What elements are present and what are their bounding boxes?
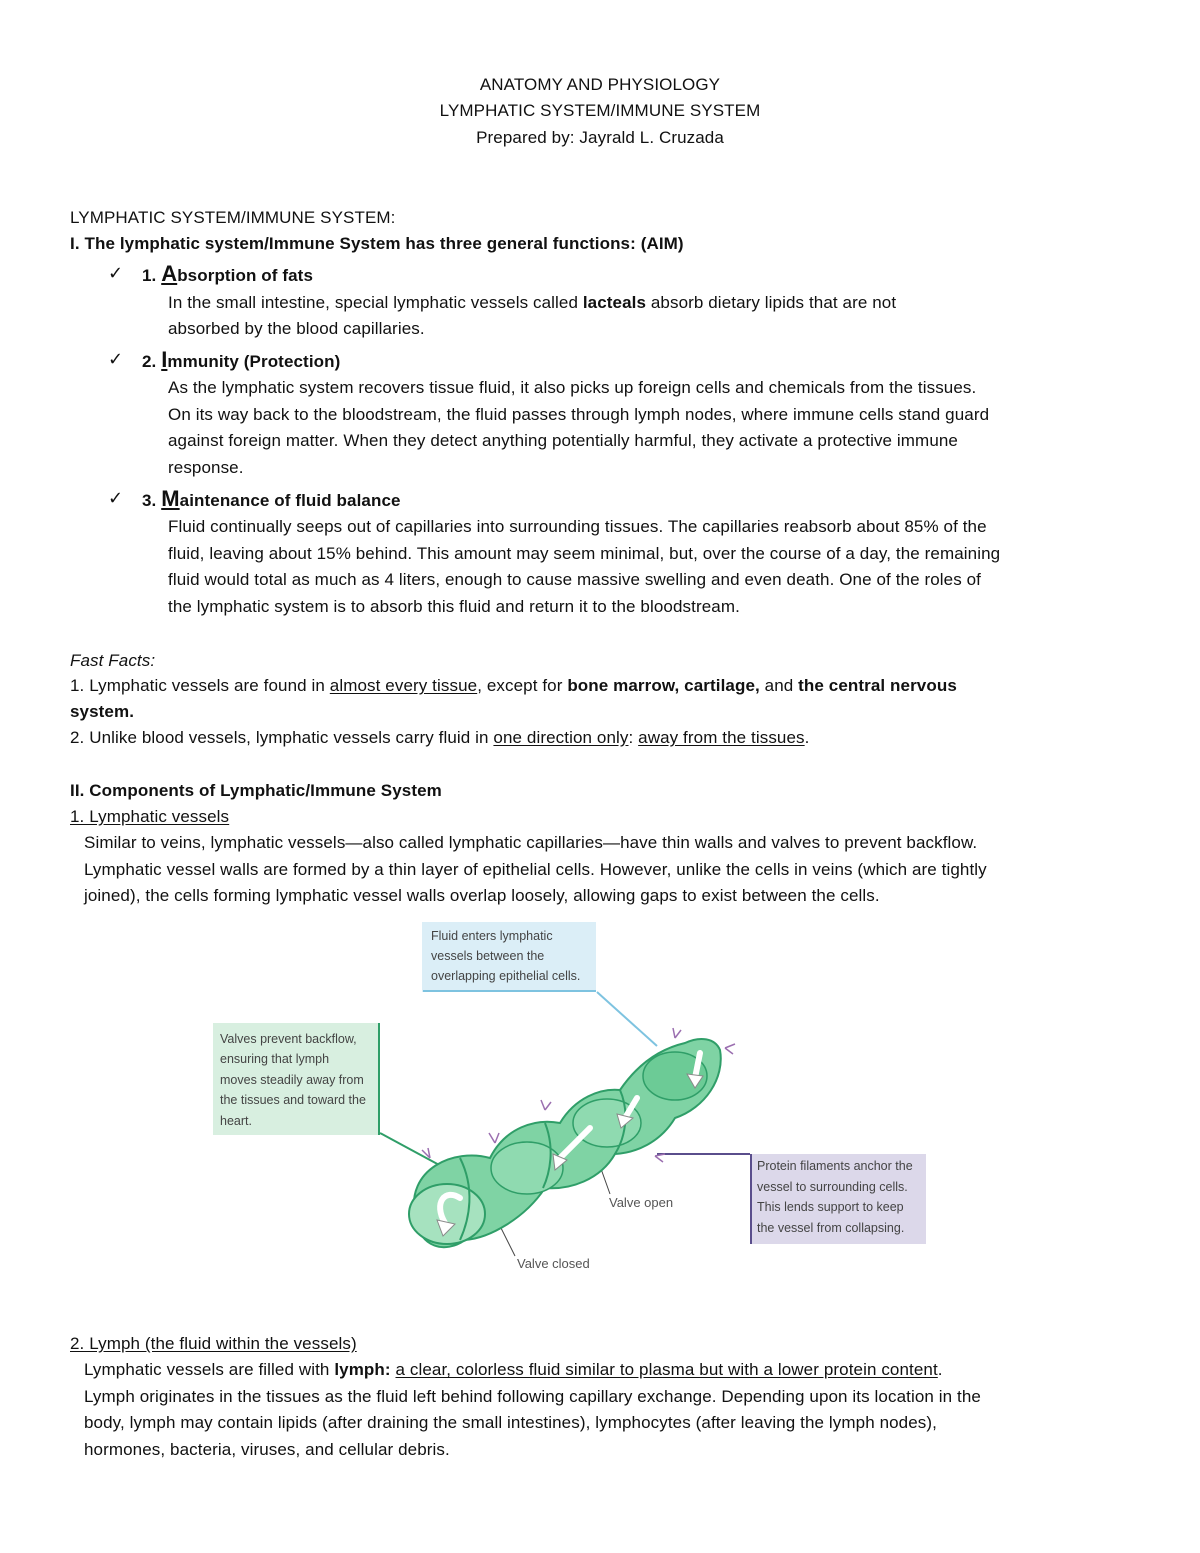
callout-left-line: heart. <box>220 1114 252 1128</box>
callout-left-line: ensuring that lymph <box>220 1052 330 1066</box>
vessels-desc-line: joined), the cells forming lymphatic vessel walls overlap loosely, allowing gaps to exist between the cells. <box>84 886 880 905</box>
immunity-desc-line: As the lymphatic system recovers tissue fluid, it also picks up foreign cells and chemicals from the tissues. <box>168 378 977 397</box>
fast-fact-1 <box>70 675 957 697</box>
text: , except for <box>477 676 568 695</box>
item-number: 3. <box>142 491 162 510</box>
term-lacteals: lacteals <box>582 293 647 312</box>
lymph-subheading: 2. Lymph (the fluid within the vessels) <box>70 1334 357 1353</box>
callout-left-line: moves steadily away from <box>220 1073 364 1087</box>
callout-right-line: This lends support to keep <box>757 1200 904 1214</box>
fast-fact-2 <box>70 727 809 749</box>
item-number: 1. <box>142 266 162 285</box>
vessels-desc-line: Similar to veins, lymphatic vessels—also called lymphatic capillaries—have thin walls and valves to prevent backflow. <box>84 833 978 852</box>
item-title: aintenance of fluid balance <box>179 491 401 510</box>
callout-top-line: Fluid enters lymphatic <box>431 929 553 943</box>
item-number: 2. <box>142 352 162 371</box>
check-icon: ✓ <box>108 263 124 283</box>
lymph-desc-line: Lymph originates in the tissues as the fluid left behind following capillary exchange. Depending upon its location in the <box>84 1387 981 1406</box>
immunity-desc-line: against foreign matter. When they detect anything potentially harmful, they activate a protective immune <box>168 431 958 450</box>
maintenance-desc-line: fluid would total as much as 4 liters, enough to cause massive swelling and even death. One of the roles of <box>168 570 981 589</box>
text: In the small intestine, special lymphatic vessels called <box>168 293 583 312</box>
text: 2. Unlike blood vessels, lymphatic vessels carry fluid in <box>70 728 494 747</box>
text: Lymphatic vessels are filled with <box>84 1360 335 1379</box>
emphasis: bone marrow, cartilage, <box>567 676 760 695</box>
item-initial: A <box>161 261 178 286</box>
check-icon: ✓ <box>108 349 124 369</box>
term-lymph: lymph: <box>334 1360 391 1379</box>
item-initial: M <box>161 486 180 511</box>
fast-facts-title: Fast Facts: <box>70 651 156 670</box>
item-title: mmunity (Protection) <box>167 352 341 371</box>
callout-right-line: Protein filaments anchor the <box>757 1159 913 1173</box>
lymphatic-vessel-figure <box>205 918 935 1298</box>
maintenance-desc-line: fluid, leaving about 15% behind. This amount may seem minimal, but, over the course of a day, the remaining <box>168 544 1001 563</box>
lymphatic-vessel-illustration <box>205 918 935 1298</box>
leader-line <box>597 992 657 1046</box>
valve-closed-label: Valve closed <box>517 1256 590 1271</box>
maintenance-desc-line: the lymphatic system is to absorb this fluid and return it to the bloodstream. <box>168 597 740 616</box>
absorption-desc-line <box>168 292 896 314</box>
callout-left-line: Valves prevent backflow, <box>220 1032 357 1046</box>
emphasis: one direction only <box>493 728 629 747</box>
vessel-body <box>409 1039 721 1247</box>
course-title: ANATOMY AND PHYSIOLOGY <box>479 75 721 94</box>
section2-heading: II. Components of Lymphatic/Immune System <box>70 781 442 800</box>
function-maintenance-title <box>142 488 401 512</box>
item-title: bsorption of fats <box>177 266 314 285</box>
callout-top-line: overlapping epithelial cells. <box>431 969 581 983</box>
callout-right-border <box>750 1154 752 1244</box>
text: . <box>937 1360 943 1379</box>
prepared-by: Prepared by: Jayrald L. Cruzada <box>476 128 724 147</box>
emphasis: the central nervous <box>798 676 957 695</box>
emphasis: away from the tissues <box>638 728 805 747</box>
maintenance-desc-line: Fluid continually seeps out of capillaries into surrounding tissues. The capillaries reabsorb about 85% of the <box>168 517 987 536</box>
lymph-desc-first-line <box>84 1359 943 1381</box>
vessels-desc-line: Lymphatic vessel walls are formed by a thin layer of epithelial cells. However, unlike the cells in veins (which are tightly <box>84 860 987 879</box>
absorption-desc-line: absorbed by the blood capillaries. <box>168 319 425 338</box>
emphasis: a clear, colorless fluid similar to plasma but with a lower protein content <box>395 1360 938 1379</box>
callout-right-line: the vessel from collapsing. <box>757 1221 905 1235</box>
valve-open-label: Valve open <box>609 1195 674 1210</box>
callout-top-line: vessels between the <box>431 949 545 963</box>
text: : <box>628 728 639 747</box>
callout-top-border <box>423 990 596 992</box>
section1-heading: I. The lymphatic system/Immune System has three general functions: (AIM) <box>70 234 684 253</box>
topic-title: LYMPHATIC SYSTEM/IMMUNE SYSTEM <box>439 101 761 120</box>
callout-right-line: vessel to surrounding cells. <box>757 1180 908 1194</box>
emphasis: almost every tissue <box>329 676 478 695</box>
callout-left-border <box>378 1023 380 1135</box>
function-immunity-title <box>142 349 340 373</box>
text: . <box>804 728 810 747</box>
immunity-desc-line: response. <box>168 458 244 477</box>
text: and <box>759 676 799 695</box>
section-label: LYMPHATIC SYSTEM/IMMUNE SYSTEM: <box>70 208 396 227</box>
callout-left-line: the tissues and toward the <box>220 1093 366 1107</box>
text: 1. Lymphatic vessels are found in <box>70 676 330 695</box>
check-icon: ✓ <box>108 488 124 508</box>
fast-fact-1-cont: system. <box>70 702 135 721</box>
text: absorb dietary lipids that are not <box>646 293 897 312</box>
lymph-desc-line: hormones, bacteria, viruses, and cellular debris. <box>84 1440 450 1459</box>
lymphatic-vessels-subheading: 1. Lymphatic vessels <box>70 807 230 826</box>
function-absorption-title <box>142 263 313 287</box>
lymph-desc-line: body, lymph may contain lipids (after draining the small intestines), lymphocytes (after leaving the lymph nodes), <box>84 1413 937 1432</box>
immunity-desc-line: On its way back to the bloodstream, the fluid passes through lymph nodes, where immune cells stand guard <box>168 405 990 424</box>
item-initial: I <box>161 347 168 372</box>
